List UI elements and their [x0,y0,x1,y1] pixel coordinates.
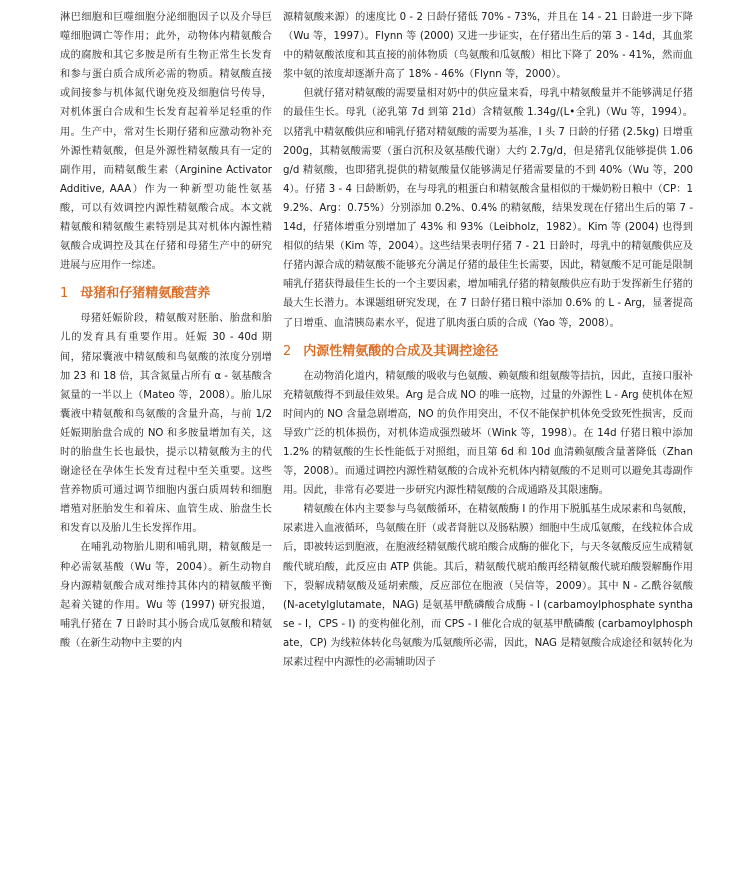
section-2-heading [283,343,693,360]
section-1-number: 1 [60,286,69,302]
left-column [60,8,272,653]
intro-paragraph-continued: 淋巴细胞和巨噬细胞分泌细胞因子以及介导巨噬细胞调亡等作用；此外，动物体内精氨酸合成的腐胺和其它多胺是所有生物正常生长发育和参与蛋白质合成所必需的物质。精氨酸直接或间接参与机体氮代谢免疫及细胞信号传导，对机体蛋白合成和生长发育起着举足轻重的作用。生产中，常对生长期仔猪和应激动物补充外源性精氨酸，但是外源性精氨酸具有一定的副作用，而精氨酸生素（Arginine Activator Additive, AAA）作为一种新型功能性氨基酸，可以有效调控内源性精氨酸合成。本文就精氨酸和精氨酸生素特别是其对机体内源性精氨酸合成调控及其在仔猪和母猪生产中的研究进展与应用作一综述。 [60,12,272,272]
section-1-paragraph-1: 母猪妊娠阶段，精氨酸对胚胎、胎盘和胎儿的发育具有重要作用。妊娠 30 - 40d 期间，猪尿囊液中精氨酸和鸟氨酸的浓度分别增加 23 和 18 倍，其含氮量占所有 α - 氨基酸含氮量的一半以上（Mateo 等，2008）。胎儿尿囊液中精氨酸和鸟氨酸的含量升高，与前 1/2 妊娠期胎盘合成的 NO 和多胺量增加有关，这时的胎盘生长也最快，提示以精氨酸为主的代谢途径在孕体生长发育过程中至关重要。这些营养物质可通过调节细胞内蛋白质周转和细胞增殖对胚胎发生和着床、血管生成、胎盘生长和发育以及胎儿生长发挥作用。 [60,313,272,535]
section-2-title: 内源性精氨酸的合成及其调控途径 [303,343,499,359]
section-1-heading [60,285,272,302]
section-1-paragraph-continued: 源精氨酸来源）的速度比 0 - 2 日龄仔猪低 70% - 73%，并且在 14 - 21 日龄进一步下降（Wu 等，1997）。Flynn 等 (2000) 又进一步证实，在仔猪出生后的第 3 - 14d，其血浆中的精氨酸浓度和其直接的前体物质（鸟氨酸和瓜氨酸）相比下降了 20% - 41%，然而血浆中氨的浓度却逐渐升高了 18% - 46%（Flynn 等，2000）。 [283,12,693,81]
section-1-title: 母猪和仔猪精氨酸营养 [80,286,211,302]
section-1-paragraph-2: 在哺乳动物胎儿期和哺乳期，精氨酸是一种必需氨基酸（Wu 等，2004）。新生动物自身内源精氨酸合成对维持其体内的精氨酸平衡起着关键的作用。Wu 等 (1997) 研究报道，哺乳仔猪在 7 日龄时其小肠合成瓜氨酸和精氨酸（在新生动物中主要的内 [60,542,272,649]
section-1-paragraph-milk: 但就仔猪对精氨酸的需要量相对奶中的供应量来看，母乳中精氨酸量并不能够满足仔猪的最佳生长。母乳（泌乳第 7d 到第 21d）含精氨酸 1.34g/(L•全乳)（Wu 等，1994）。以猪乳中精氨酸供应和哺乳仔猪对精氨酸的需要为基准，I 头 7 日龄的仔猪 (2.5kg) 日增重 200g，其精氨酸需要（蛋白沉积及氨基酸代谢）大约 2.7g/d，但是猪乳仅能够提供 1.06g/d 精氨酸，也即猪乳提供的精氨酸量仅能够满足仔猪需要量的不到 40%（Wu 等，2004）。仔猪 3 - 4 日龄断奶，在与母乳的粗蛋白和精氨酸含量相似的干燥奶粉日粮中（CP：19.2%、Arg：0.75%）分别添加 0.2%、0.4% 的精氨酸，结果发现在仔猪出生后的第 7 - 14d，仔猪体增重分别增加了 43% 和 93%（Leibholz，1982）。Kim 等 (2004) 也得到相似的结果（Kim 等，2004）。这些结果表明仔猪 7 - 21 日龄时，母乳中的精氨酸供应及仔猪内源合成的精氨酸不能够充分满足仔猪的最佳生长需要，因此，精氨酸不足可能是限制哺乳仔猪获得最佳生长的一个主要因素，增加哺乳仔猪的精氨酸供应有助于发挥新生仔猪的最大生长潜力。本课题组研究发现，在 7 日龄仔猪日粮中添加 0.6% 的 L - Arg，显著提高了日增重、血清胰岛素水平，促进了肌肉蛋白质的合成（Yao 等，2008）。 [283,88,693,329]
section-2-number: 2 [283,343,292,359]
right-column [283,8,693,672]
section-2-paragraph-2: 精氨酸在体内主要参与鸟氨酸循环，在精氨酸酶 I 的作用下脱胍基生成尿素和鸟氨酸，尿素进入血液循环，鸟氨酸在肝（或者肾脏以及肠粘膜）细胞中生成瓜氨酸，在线粒体合成后，即被转运到胞液，在胞液经精氨酸代琥珀酸合成酶的催化下，与天冬氨酸反应生成精氨酸代琥珀酸，此反应由 ATP 供能。其后，精氨酸代琥珀酸再经精氨酸代琥珀酸裂解酶作用下，裂解成精氨酸及延胡索酸，反应部位在胞液（吴信等，2009）。其中 N - 乙酰谷氨酸 (N-acetylglutamate，NAG) 是氨基甲酰磷酸合成酶 - I (carbamoylphosphate synthase - I，CPS - I) 的变构催化剂，而 CPS - I 催化合成的氨基甲酰磷酸 (carbamoylphosphate，CP) 为线粒体转化鸟氨酸为瓜氨酸所必需，因此，NAG 是精氨酸合成途径和氨转化为尿素过程中内源性的必需辅助因子 [283,504,693,668]
section-2-paragraph-1: 在动物消化道内，精氨酸的吸收与色氨酸、赖氨酸和组氨酸等拮抗，因此，直接口服补充精氨酸得不到最佳效果。Arg 是合成 NO 的唯一底物，过量的外源性 L - Arg 使机体在短时间内的 NO 含量急剧增高，NO 的负作用突出，不仅不能保护机体免受致死性损害，反而导致广泛的机体损伤，对机体造成强烈破坏（Wink 等，1998）。在 14d 仔猪日粮中添加 1.2% 的精氨酸的生长性能低于对照组，而且第 6d 和 10d 血清赖氨酸含量著降低（Zhan 等，2008）。而通过调控内源性精氨酸的合成补充机体内精氨酸的不足则可以避免其毒副作用。因此，非常有必要进一步研究内源性精氨酸的合成通路及其限速酶。 [283,370,693,497]
